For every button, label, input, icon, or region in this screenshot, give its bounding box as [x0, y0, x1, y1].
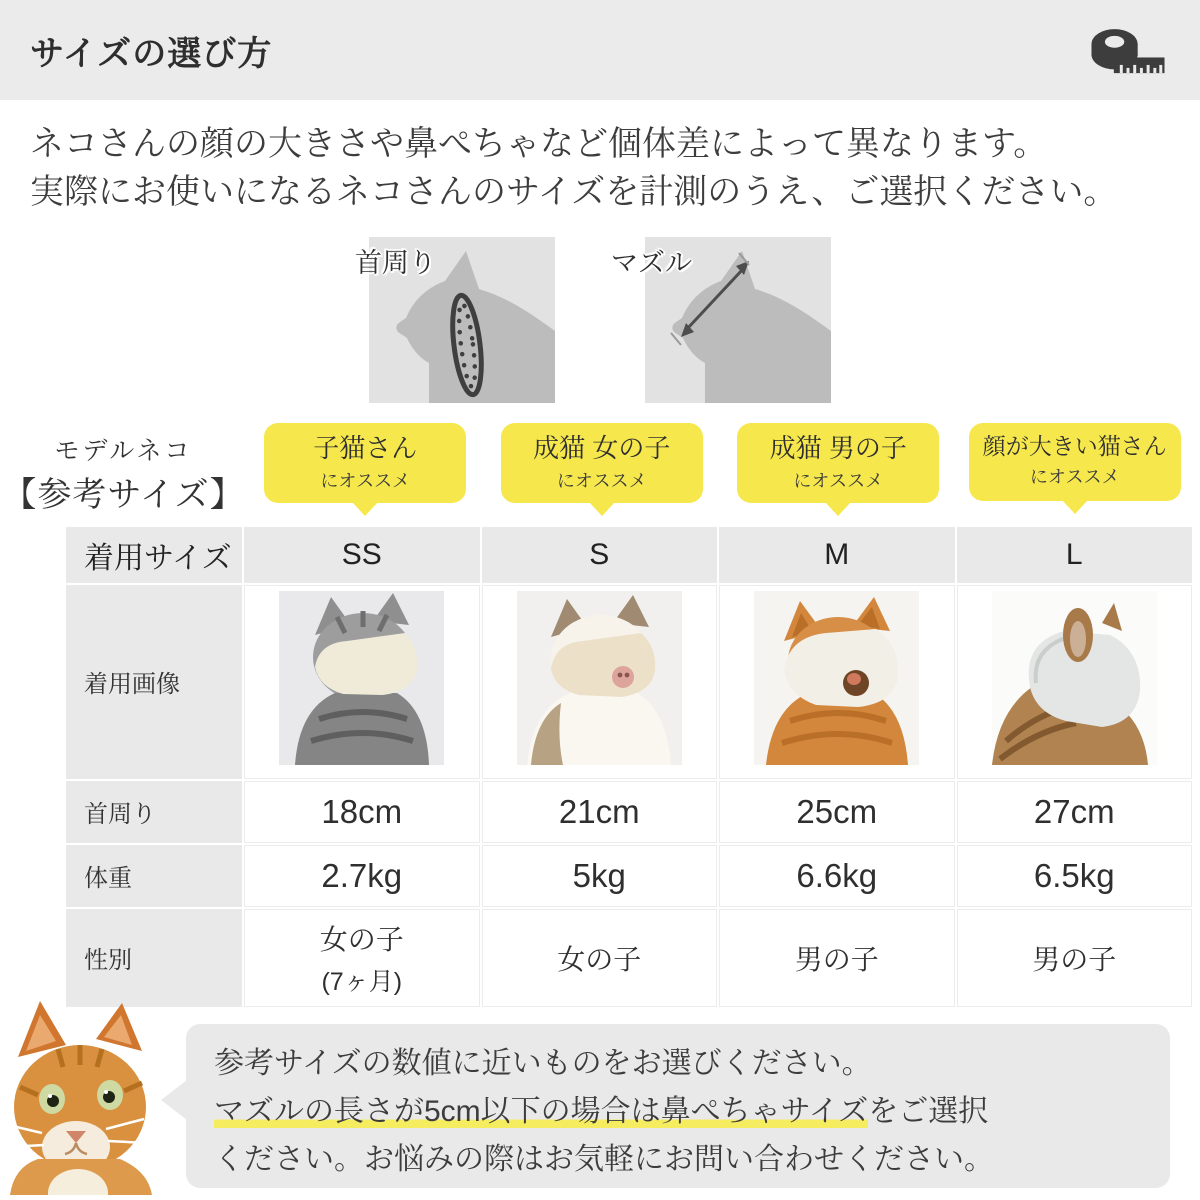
bubble-subtitle: にオススメ	[793, 471, 884, 492]
table-row-weight	[66, 845, 1192, 907]
weight-value-ss: 2.7kg	[244, 845, 480, 907]
speech-bubble	[186, 1024, 1170, 1188]
gender-value-ss	[244, 909, 480, 1007]
page-title: サイズの選び方	[30, 34, 273, 73]
weight-value-s: 5kg	[482, 845, 718, 907]
bubble-subtitle: にオススメ	[556, 471, 647, 492]
bubble-tail	[352, 502, 378, 516]
cat-wearing-muzzle-photo-ss-icon	[279, 591, 444, 765]
model-size-label	[0, 423, 247, 516]
neck-value-s: 21cm	[482, 781, 718, 843]
gender-label: 男の子	[1032, 943, 1117, 975]
bubble-title: 成猫 男の子	[769, 432, 907, 463]
photo-cell-ss	[244, 585, 480, 779]
recommend-bubble-kitten	[264, 423, 466, 504]
bubble-column-s	[484, 423, 721, 504]
weight-value-l: 6.5kg	[957, 845, 1193, 907]
model-label-line-2: 【参考サイズ】	[2, 475, 245, 514]
bubble-column-m	[720, 423, 957, 504]
bubble-tail	[825, 502, 851, 516]
cat-wearing-muzzle-photo-l-icon	[992, 591, 1157, 765]
intro-line-1: ネコさんの顔の大きさや鼻ぺちゃなど個体差によって異なります。	[30, 125, 1048, 163]
neck-value-ss: 18cm	[244, 781, 480, 843]
row-label-gender: 性別	[66, 909, 242, 1007]
table-row-gender	[66, 909, 1192, 1007]
bubble-tail	[589, 502, 615, 516]
size-cell-l: L	[957, 527, 1193, 583]
bubble-subtitle: にオススメ	[1029, 467, 1120, 488]
neck-value-l: 27cm	[957, 781, 1193, 843]
page-header	[0, 0, 1200, 100]
orange-cat-photo-icon	[4, 995, 176, 1200]
recommend-bubble-adult-female	[501, 423, 703, 504]
row-label-size: 着用サイズ	[66, 527, 242, 583]
bubble-column-l	[957, 423, 1194, 501]
intro-text	[0, 100, 1200, 217]
bubble-column-ss	[247, 423, 484, 504]
size-cell-ss: SS	[244, 527, 480, 583]
diagram-label-muzzle: マズル	[611, 247, 692, 278]
cat-wearing-muzzle-photo-s-icon	[517, 591, 682, 765]
note-line-1: 参考サイズの数値に近いものをお選びください。	[214, 1047, 872, 1080]
gender-label: 男の子	[794, 943, 879, 975]
model-label-line-1: モデルネコ	[54, 436, 193, 465]
muzzle-measure-diagram	[611, 237, 831, 409]
neck-value-m: 25cm	[719, 781, 955, 843]
size-table	[64, 525, 1194, 1009]
cat-wearing-muzzle-photo-m-icon	[754, 591, 919, 765]
gender-label: 女の子	[319, 923, 404, 955]
measuring-tape-icon	[1090, 22, 1166, 89]
bubble-title: 顔が大きい猫さん	[982, 432, 1167, 459]
recommend-bubble-adult-male	[737, 423, 939, 504]
intro-line-2: 実際にお使いになるネコさんのサイズを計測のうえ、ご選択ください。	[30, 173, 1118, 212]
size-cell-m: M	[719, 527, 955, 583]
note-line-3: ください。お悩みの際はお気軽にお問い合わせください。	[214, 1143, 994, 1176]
bubble-title: 子猫さん	[313, 432, 418, 463]
table-row-photos	[66, 585, 1192, 779]
recommend-bubble-row	[0, 423, 1193, 525]
gender-label: 女の子	[557, 943, 642, 975]
note-line-2	[214, 1088, 1142, 1136]
photo-cell-s	[482, 585, 718, 779]
gender-value-l	[957, 909, 1193, 1007]
row-label-photo: 着用画像	[66, 585, 242, 779]
photo-cell-l	[957, 585, 1193, 779]
diagram-label-neck: 首周り	[355, 247, 436, 278]
table-row-neck	[66, 781, 1192, 843]
note-line-2-rest: をご選択	[868, 1095, 989, 1128]
recommend-bubble-big-face	[969, 423, 1181, 501]
gender-value-s	[482, 909, 718, 1007]
gender-note: (7ヶ月)	[321, 967, 403, 996]
row-label-neck: 首周り	[66, 781, 242, 843]
row-label-weight: 体重	[66, 845, 242, 907]
photo-cell-m	[719, 585, 955, 779]
bubble-tail	[1062, 500, 1088, 514]
footer-section	[0, 996, 1200, 1200]
weight-value-m: 6.6kg	[719, 845, 955, 907]
bubble-title: 成猫 女の子	[533, 432, 671, 463]
gender-value-m	[719, 909, 955, 1007]
size-cell-s: S	[482, 527, 718, 583]
speech-bubble-tail	[161, 1080, 187, 1120]
bubble-subtitle: にオススメ	[320, 471, 411, 492]
table-row-size	[66, 527, 1192, 583]
highlighted-text: マズルの長さが5cm以下の場合は鼻ぺちゃサイズ	[214, 1095, 869, 1128]
measure-diagrams	[0, 237, 1200, 409]
neck-measure-diagram	[355, 237, 555, 409]
